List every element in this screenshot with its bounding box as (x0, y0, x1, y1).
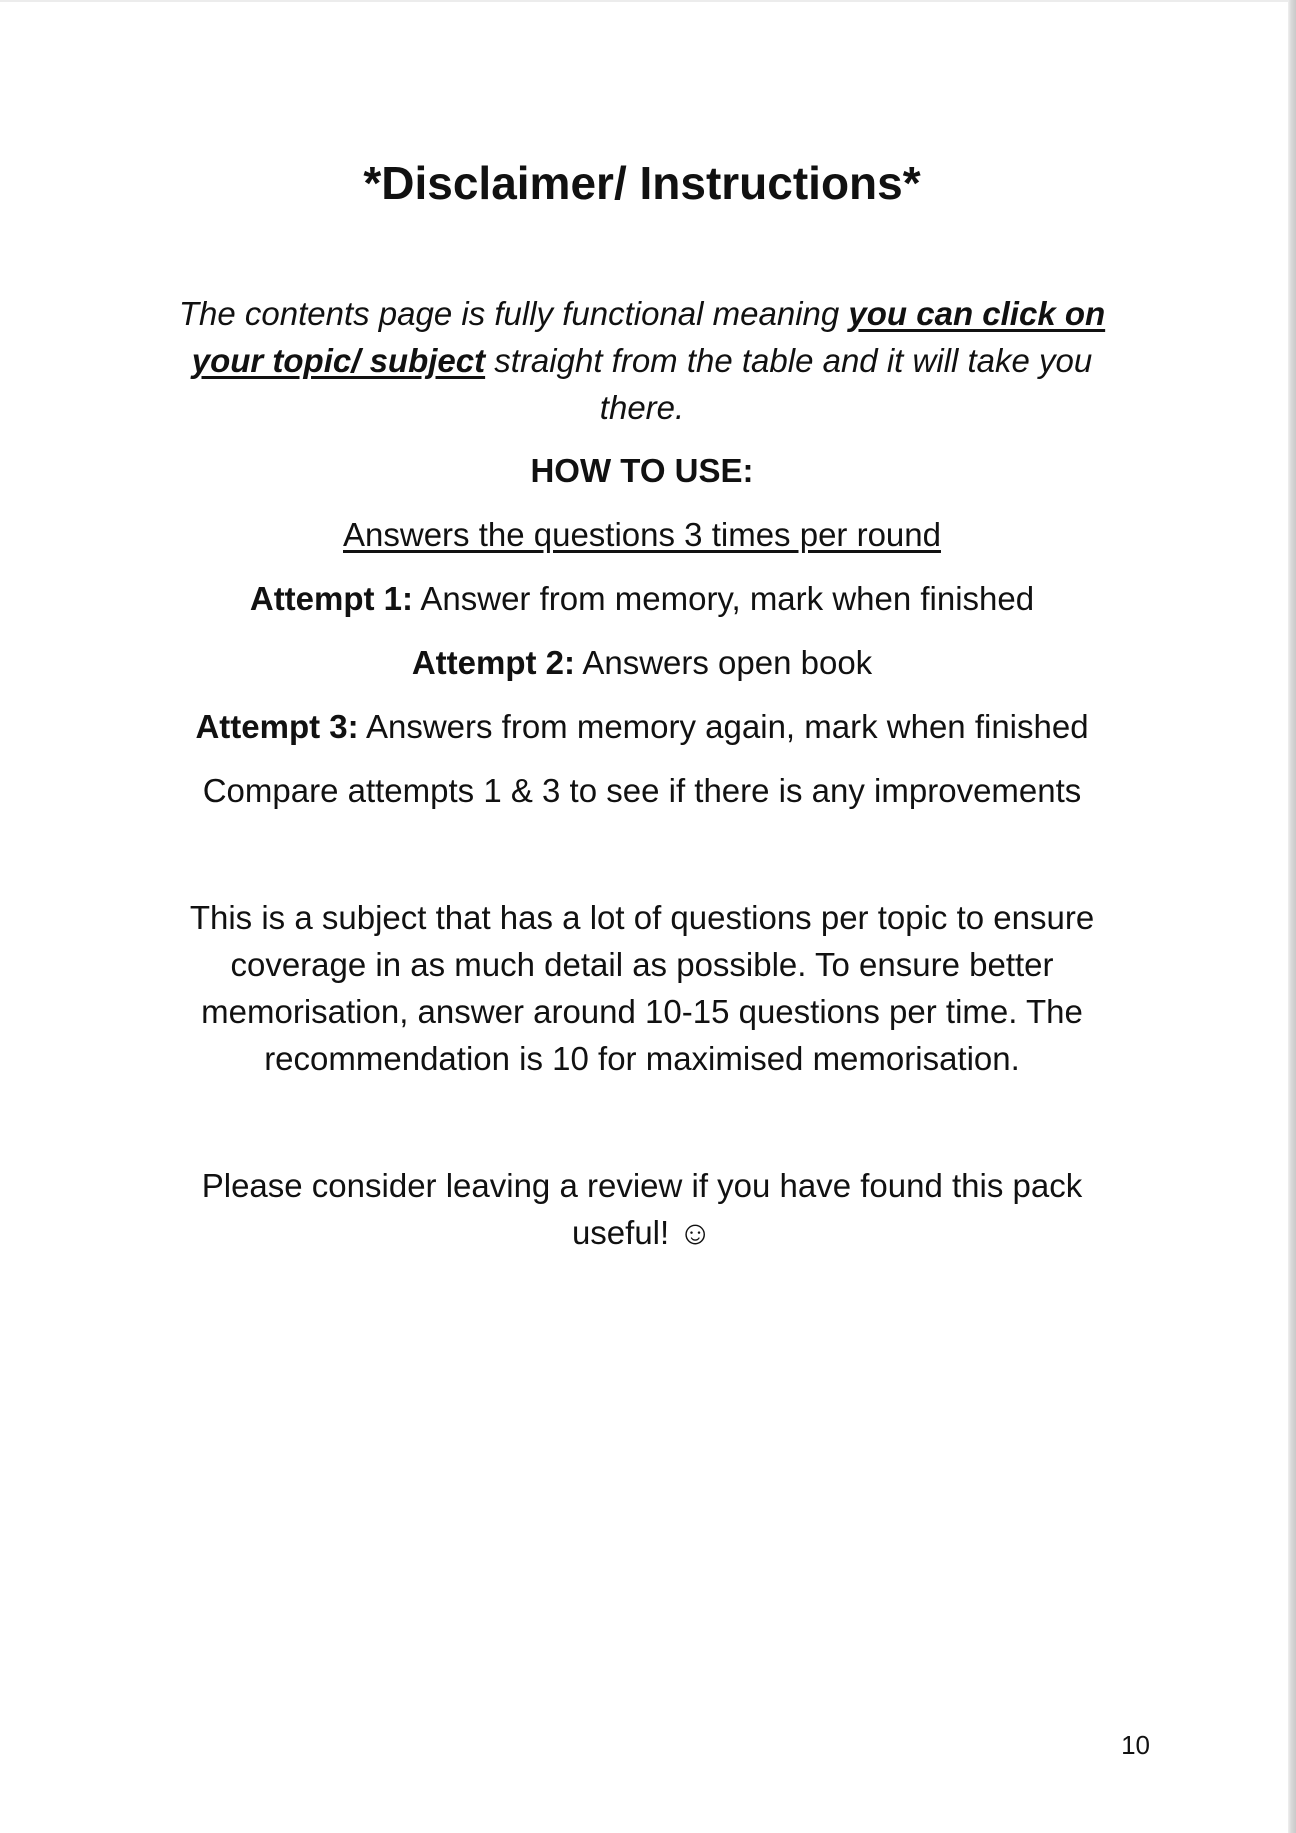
attempt-1-text: Answer from memory, mark when finished (413, 580, 1035, 617)
intro-text-after: straight from the table and it will take you there. (485, 342, 1093, 426)
page-right-edge (1288, 0, 1296, 1833)
review-request-paragraph: Please consider leaving a review if you have found this pack useful! ☺ (201, 1167, 1083, 1251)
page-top-edge (0, 0, 1288, 2)
attempt-3-text: Answers from memory again, mark when finished (358, 708, 1089, 745)
attempt-1-label: Attempt 1: (249, 580, 414, 617)
attempt-2-label: Attempt 2: (411, 644, 575, 681)
intro-emphasis: you can click on your topic/ subject (191, 295, 1106, 379)
attempt-1-line (150, 575, 1134, 622)
attempt-2-line (150, 639, 1134, 686)
attempt-3-label: Attempt 3: (195, 708, 359, 745)
page-number: 10 (1121, 1730, 1150, 1760)
how-to-use-heading: HOW TO USE: (530, 452, 754, 489)
subject-note-paragraph: This is a subject that has a lot of questions per topic to ensure coverage in as much detail as possible. To ensure better memorisation, answer around 10-15 questions per time. The recommendation is 10 for maximised memorisation. (189, 899, 1095, 1077)
intro-paragraph (150, 290, 1134, 431)
attempt-3-line (150, 703, 1134, 750)
compare-line: Compare attempts 1 & 3 to see if there is any improvements (202, 772, 1082, 809)
attempt-2-text: Answers open book (574, 644, 873, 681)
rule-line: Answers the questions 3 times per round (343, 516, 941, 553)
intro-text-before: The contents page is fully functional meaning (178, 295, 849, 332)
page-title: *Disclaimer/ Instructions* (363, 157, 921, 209)
